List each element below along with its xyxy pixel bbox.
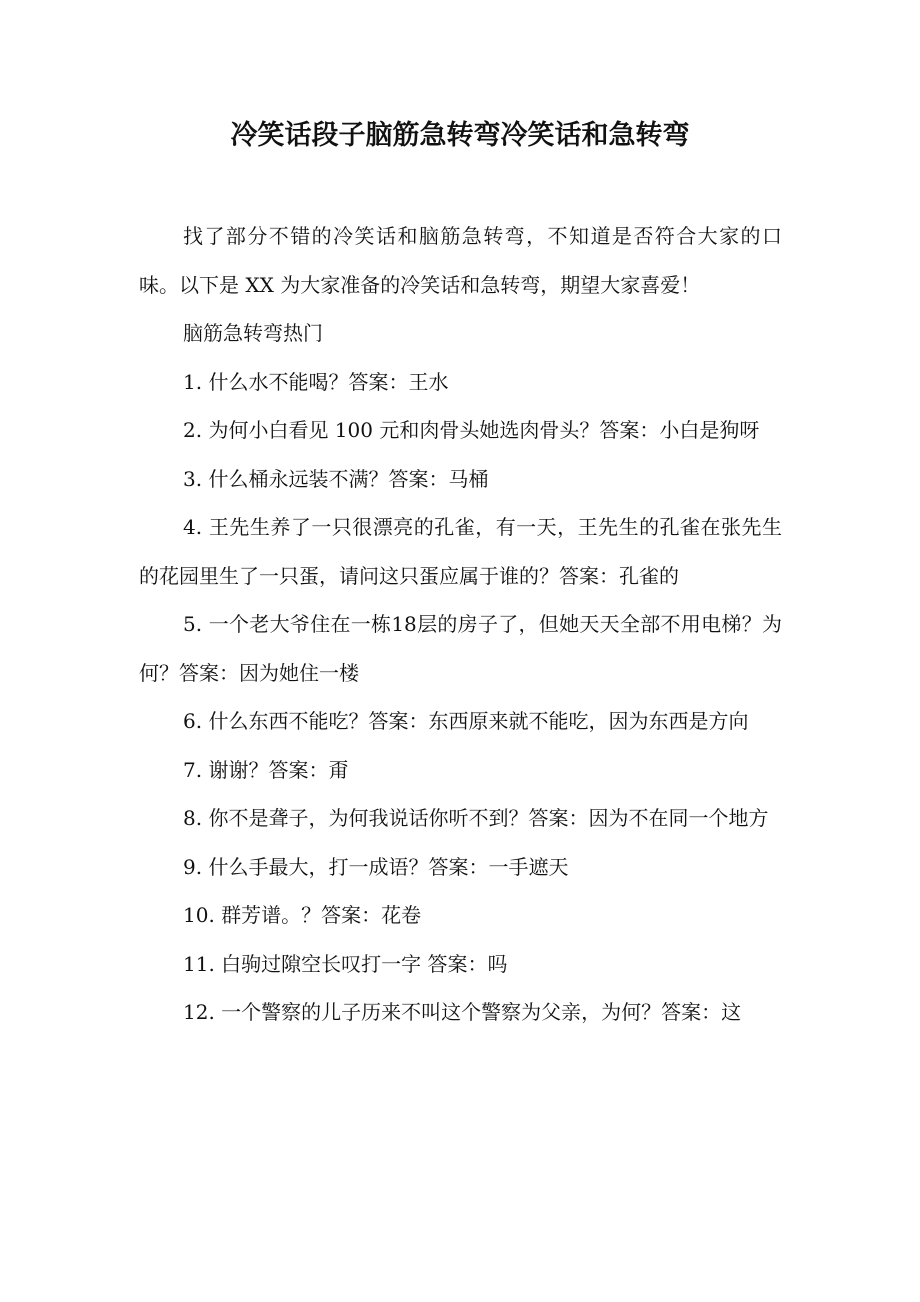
riddle-item-1: 1. 什么水不能喝？答案：王水 [183,369,449,394]
riddle-item-4: 4. 王先生养了一只很漂亮的孔雀，有一天，王先生的孔雀在张先生的花园里生了一只蛋，请问这只蛋应属于谁的？答案：孔雀的 [139,515,782,588]
intro-paragraph: 找了部分不错的冷笑话和脑筋急转弯，不知道是否符合大家的口味。以下是 XX 为大家准备的冷笑话和急转弯，期望大家喜爱！ [139,224,782,297]
riddle-item-11: 11. 白驹过隙空长叹打一字 答案：吗 [183,951,508,976]
riddle-item-3: 3. 什么桶永远装不满？答案：马桶 [183,466,489,491]
riddle-item-5: 5. 一个老大爷住在一栋18层的房子了，但她天天全部不用电梯？为何？答案：因为她住一楼 [139,612,782,685]
riddle-item-2: 2. 为何小白看见 100 元和肉骨头她选肉骨头？答案：小白是狗呀 [183,418,760,442]
document-body [139,212,782,1037]
riddle-item-9: 9. 什么手最大，打一成语？答案：一手遮天 [183,854,569,879]
section-heading: 脑筋急转弯热门 [183,321,323,345]
riddle-item-12: 12. 一个警察的儿子历来不叫这个警察为父亲，为何？答案：这 [183,1000,742,1024]
riddle-item-8: 8. 你不是聋子，为何我说话你听不到？答案：因为不在同一个地方 [183,806,769,830]
page-title: 冷笑话段子脑筋急转弯冷笑话和急转弯 [230,120,690,151]
riddle-item-10: 10. 群芳谱。？答案：花卷 [183,903,422,927]
riddle-item-6: 6. 什么东西不能吃？答案：东西原来就不能吃，因为东西是方向 [183,709,749,733]
riddle-item-7: 7. 谢谢？答案：甭 [183,757,349,782]
